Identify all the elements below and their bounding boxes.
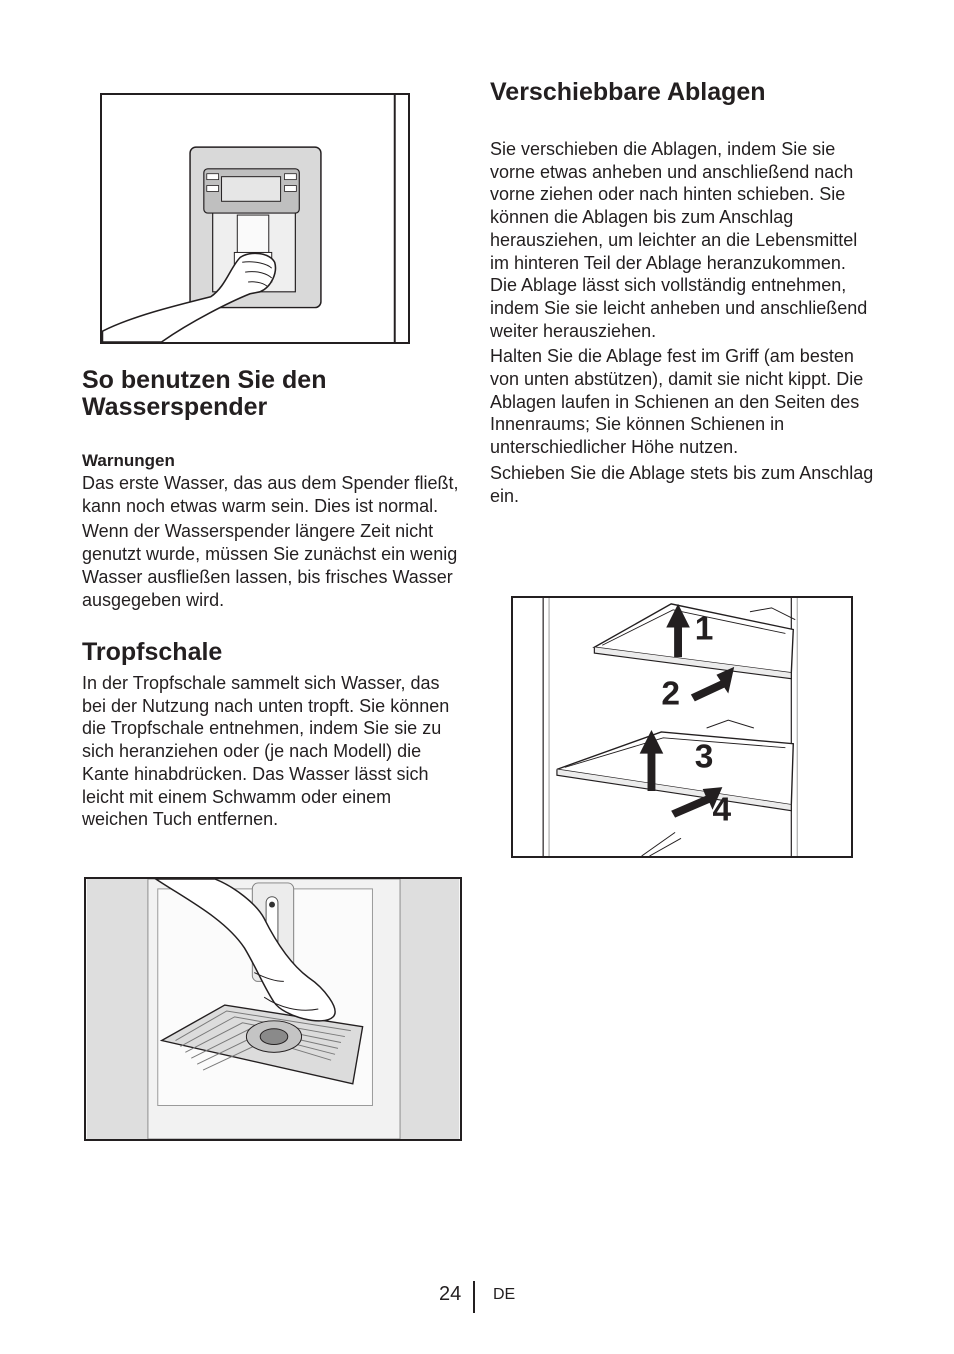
warnings-paragraph-2: Wenn der Wasserspender längere Zeit nicht genutzt wurde, müssen Sie zunächst ein wenig Wasser ausfließen lassen, bis frisches Wasser ausgegeben wird. [82,521,458,610]
shelves-text [490,138,876,507]
step-number-2: 2 [661,675,680,713]
step-number-1: 1 [694,610,714,648]
warnings-paragraph-1: Das erste Wasser, das aus dem Spender fließt, kann noch etwas warm sein. Dies ist normal. [82,473,459,516]
tray-paragraph: In der Tropfschale sammelt sich Wasser, das bei der Nutzung nach unten tropft. Sie können die Tropfschale entnehmen, indem Sie sie zu sich heranziehen oder (je nach Modell) die Kante hinabdrücken. Das Wasser lässt sich leicht mit einem Schwamm oder einem weichen Tuch entfernen. [82,673,450,830]
shelves-illustration [511,596,853,858]
dispenser-illustration [100,93,410,344]
shelves-drawing [513,598,851,856]
warnings-section [82,450,462,611]
language-code: DE [493,1286,516,1303]
shelves-heading: Verschiebbare Ablagen [490,78,766,106]
step-number-3: 3 [694,738,714,776]
drip-tray-illustration [84,877,462,1141]
dispenser-heading: So benutzen Sie den Wasserspender [82,366,327,421]
drip-tray-drawing [86,879,460,1139]
warnings-label: Warnungen [82,451,175,470]
page-number: 24 [439,1283,462,1305]
step-number-4: 4 [712,791,732,829]
shelves-paragraph-3: Schieben Sie die Ablage stets bis zum Anschlag ein. [490,462,874,506]
footer-divider [473,1281,475,1313]
shelves-paragraph-2: Halten Sie die Ablage fest im Griff (am besten von unten abstützen), damit sie nicht kippt. Die Ablagen laufen in Schienen an den Seiten des Innenraums; Sie können Schienen in unterschiedlicher Höhe nutzen. [490,346,864,458]
tray-heading: Tropfschale [82,638,223,666]
dispenser-drawing [102,95,408,342]
shelves-paragraph-1: Sie verschieben die Ablagen, indem Sie sie vorne etwas anheben und anschließend nach vorne ziehen oder nach hinten schieben. Sie können die Ablagen bis zum Anschlag herausziehen, um leichter an die Lebensmittel im hinteren Teil der Ablage heranzukommen. Die Ablage lässt sich vollständig entnehmen, indem Sie sie leicht anheben und anschließend weiter herausziehen. [490,139,868,341]
